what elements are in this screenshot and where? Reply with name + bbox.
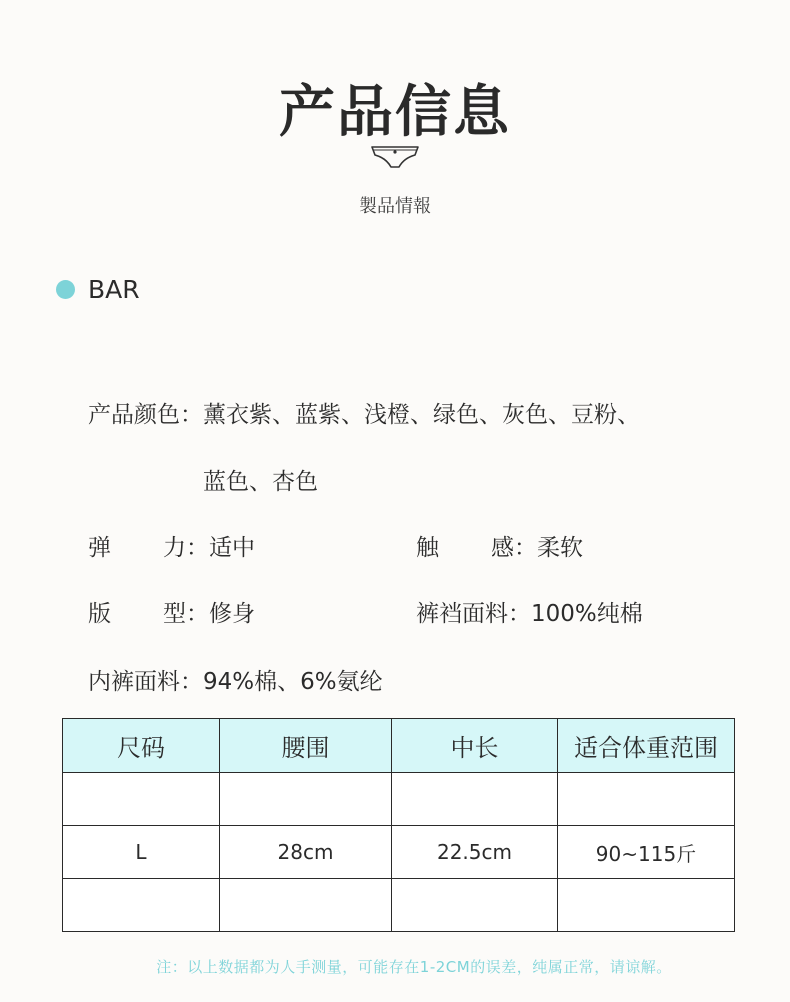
bullet-dot-icon: [56, 280, 75, 299]
detail-label: 弹: [88, 535, 111, 561]
detail-color-row: [88, 400, 640, 430]
detail-value: 薰衣紫、蓝紫、浅橙、绿色、灰色、豆粉、: [203, 402, 640, 428]
page-subtitle: 製品情報: [359, 196, 431, 217]
table-cell: [558, 879, 735, 932]
table-row: [63, 826, 735, 879]
measurement-footnote: 注：以上数据都为人手测量，可能存在1-2CM的误差，纯属正常，请谅解。: [156, 958, 672, 976]
detail-inner-row: [88, 667, 383, 697]
product-name: BAR: [88, 275, 140, 304]
detail-label: 产品颜色：: [88, 402, 203, 428]
detail-fit-row: [88, 599, 255, 629]
table-cell: [63, 773, 220, 826]
table-cell: [220, 879, 392, 932]
table-cell: 90~115斤: [558, 826, 735, 879]
detail-label: 型：: [163, 601, 209, 627]
detail-touch-row: [416, 533, 583, 563]
table-cell: [392, 879, 558, 932]
detail-value: 适中: [209, 535, 255, 561]
size-table: [62, 718, 735, 932]
detail-label: 力：: [163, 535, 209, 561]
table-cell: [392, 773, 558, 826]
table-row: [63, 773, 735, 826]
detail-label: 裤裆面料：: [416, 601, 531, 627]
detail-value: 100%纯棉: [531, 601, 643, 627]
detail-value: 蓝色、杏色: [203, 469, 318, 495]
waist-header-cell: 腰围: [220, 719, 392, 773]
length-header-cell: 中长: [392, 719, 558, 773]
table-cell: 22.5cm: [392, 826, 558, 879]
size-table-header-row: [63, 719, 735, 773]
weight-range-header-cell: 适合体重范围: [558, 719, 735, 773]
detail-value: 94%棉、6%氨纶: [203, 669, 383, 695]
detail-elastic-row: [88, 533, 255, 563]
detail-color-row-cont: [203, 467, 318, 497]
detail-label: 版: [88, 601, 111, 627]
table-cell: 28cm: [220, 826, 392, 879]
table-cell: [220, 773, 392, 826]
detail-label: 触: [416, 535, 439, 561]
detail-label: 感：: [491, 535, 537, 561]
table-cell: L: [63, 826, 220, 879]
table-cell: [63, 879, 220, 932]
detail-value: 修身: [209, 601, 255, 627]
table-row: [63, 879, 735, 932]
page-title: 产品信息: [279, 79, 511, 145]
size-header-cell: 尺码: [63, 719, 220, 773]
detail-crotch-row: [416, 599, 643, 629]
detail-label: 内裤面料：: [88, 669, 203, 695]
detail-value: 柔软: [537, 535, 583, 561]
briefs-icon: [370, 144, 420, 172]
table-cell: [558, 773, 735, 826]
